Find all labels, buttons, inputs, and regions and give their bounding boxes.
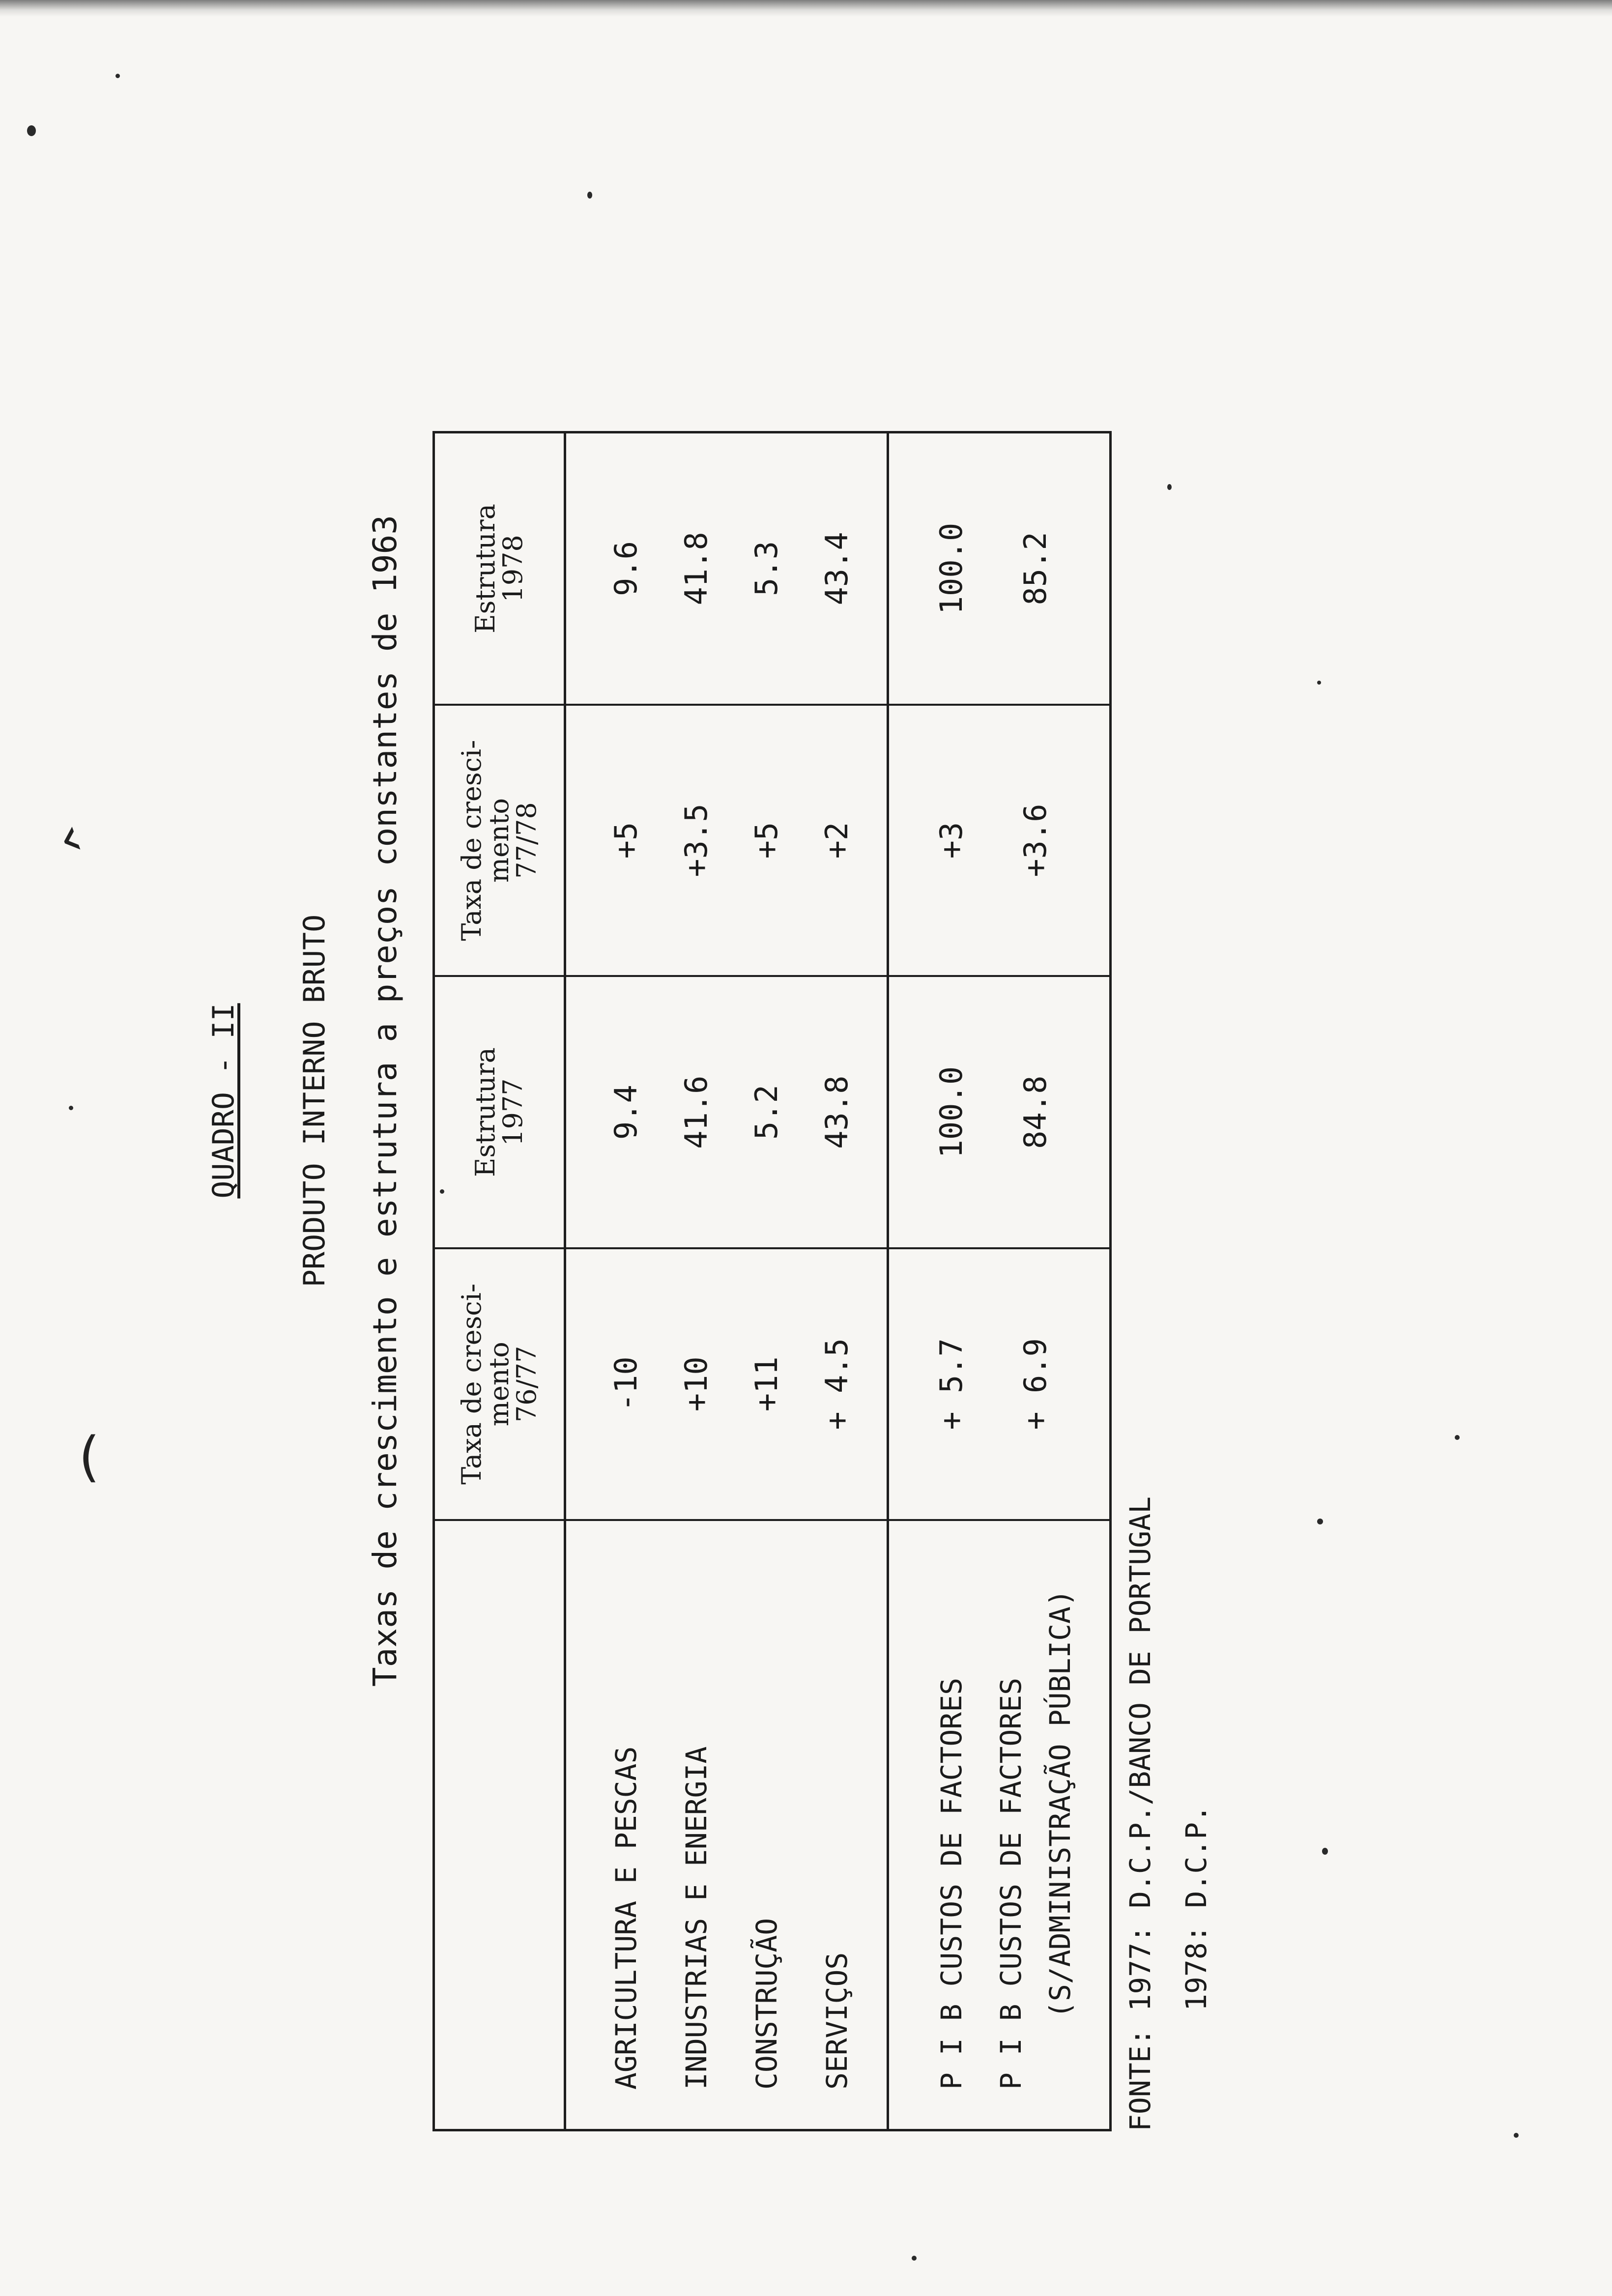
table-cell: 5.3 <box>748 541 784 596</box>
table-cell: + 4.5 <box>818 1338 855 1430</box>
table-cell: +3 <box>933 822 969 859</box>
sector-labels-cell <box>565 1520 888 2130</box>
table-cell: 9.6 <box>607 541 644 596</box>
total-growth-77-78-cell <box>888 705 1111 976</box>
sector-growth-77-78-cell <box>565 705 888 976</box>
table-cell: 9.4 <box>607 1085 644 1140</box>
scan-bracket-mark: ‹ <box>49 804 91 871</box>
table-cell: 85.2 <box>1017 532 1053 605</box>
header-structure-1978-text: Estrutura 1978 <box>470 503 528 633</box>
header-structure-1977-text: Estrutura 1977 <box>470 1047 528 1177</box>
total-labels-cell <box>888 1520 1111 2130</box>
row-label-pib-factor-costs: P I B CUSTOS DE FACTORES <box>934 1677 968 2090</box>
scan-bracket-mark: ( <box>79 1425 100 1488</box>
document-subtitle: Taxas de crescimento e estrutura a preços constantes de 1963 <box>366 515 404 1687</box>
header-growth-76-77-text: Taxa de cresci- mento 76/77 <box>456 1283 542 1485</box>
table-cell: 41.6 <box>678 1075 714 1149</box>
gdp-table <box>432 431 1112 2131</box>
header-growth-76-77 <box>434 1248 565 1520</box>
table-cell: 5.2 <box>748 1085 784 1140</box>
header-structure-1977 <box>434 976 565 1248</box>
source-note-line2: 1978: D.C.P. <box>1180 1805 1213 2011</box>
total-structure-1977-cell <box>888 976 1111 1248</box>
table-row-group-sectors <box>565 432 888 2130</box>
table-cell: -10 <box>607 1356 644 1412</box>
row-label-services: SERVIÇOS <box>820 1952 854 2090</box>
table-row-group-totals <box>888 432 1111 2130</box>
scan-speck <box>1514 2133 1519 2138</box>
row-label-agriculture: AGRICULTURA E PESCAS <box>609 1746 643 2090</box>
table-cell: + 5.7 <box>933 1338 969 1430</box>
header-structure-1978 <box>434 432 565 705</box>
table-cell: +3.5 <box>678 804 714 877</box>
table-number: QUADRO - II <box>206 1003 241 1199</box>
table-cell: 100.0 <box>933 1066 969 1158</box>
table-cell: 43.4 <box>818 532 855 605</box>
header-growth-77-78 <box>434 705 565 976</box>
table-cell: 41.8 <box>678 532 714 605</box>
rotated-page-content <box>177 69 1258 2133</box>
scan-speck <box>1317 681 1321 685</box>
scan-speck <box>1455 1435 1460 1440</box>
table-cell: +5 <box>607 822 644 859</box>
table-header-row <box>434 432 565 2130</box>
source-note-line1: FONTE: 1977: D.C.P./BANCO DE PORTUGAL <box>1123 1496 1157 2131</box>
row-label-excl-public-admin: (S/ADMINISTRAÇÃO PÚBLICA) <box>1043 1589 1077 2018</box>
row-label-pib-factor-costs-excl-public: P I B CUSTOS DE FACTORES <box>994 1677 1028 2090</box>
sector-growth-76-77-cell <box>565 1248 888 1520</box>
sector-structure-1977-cell <box>565 976 888 1248</box>
table-cell: +3.6 <box>1017 804 1053 877</box>
scan-speck <box>27 125 36 136</box>
sector-structure-1978-cell <box>565 432 888 705</box>
table-cell: +2 <box>818 822 855 859</box>
header-growth-77-78-text: Taxa de cresci- mento 77/78 <box>456 740 542 941</box>
table-cell: 100.0 <box>933 522 969 615</box>
table-cell: 43.8 <box>818 1075 855 1149</box>
table-cell: +11 <box>748 1356 784 1412</box>
total-growth-76-77-cell <box>888 1248 1111 1520</box>
scan-speck <box>1322 1848 1328 1855</box>
table-cell: + 6.9 <box>1017 1338 1053 1430</box>
scan-speck <box>912 2256 917 2261</box>
table-cell: +10 <box>678 1356 714 1412</box>
scan-speck <box>115 74 120 78</box>
table-cell: +5 <box>748 822 784 859</box>
row-label-industry: INDUSTRIAS E ENERGIA <box>679 1746 713 2090</box>
scan-edge-shadow <box>0 0 1612 17</box>
header-empty-cell <box>434 1520 565 2130</box>
row-label-construction: CONSTRUÇÃO <box>749 1918 783 2090</box>
scan-speck <box>1317 1519 1323 1524</box>
document-title: PRODUTO INTERNO BRUTO <box>297 914 332 1288</box>
total-structure-1978-cell <box>888 432 1111 705</box>
table-cell: 84.8 <box>1017 1075 1053 1149</box>
scan-speck <box>69 1106 73 1110</box>
